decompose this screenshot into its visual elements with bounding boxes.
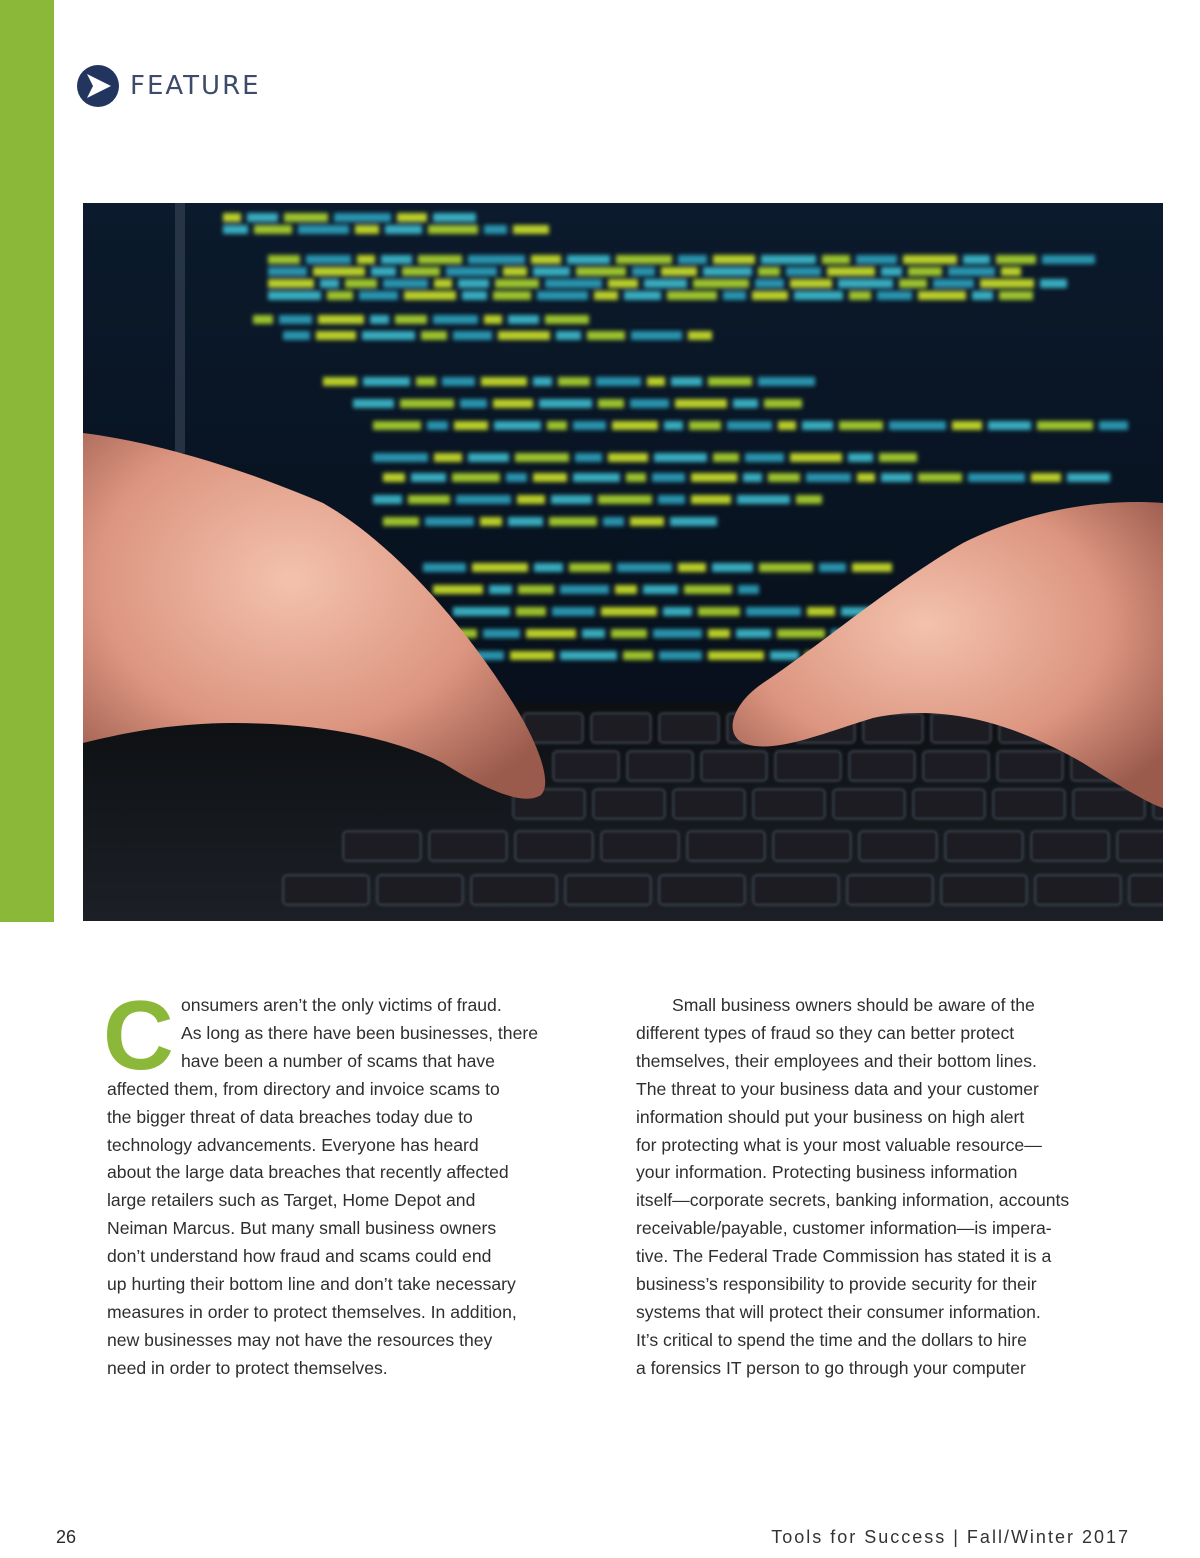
section-label: FEATURE bbox=[130, 71, 261, 101]
text-line: As long as there have been businesses, there bbox=[181, 1022, 538, 1043]
text-line: a forensics IT person to go through your computer bbox=[636, 1357, 1026, 1378]
text-line: have been a number of scams that have bbox=[181, 1050, 495, 1071]
hero-photo bbox=[83, 203, 1163, 921]
section-header bbox=[76, 64, 261, 108]
text-line: information should put your business on high alert bbox=[636, 1106, 1025, 1127]
drop-cap: C bbox=[103, 980, 174, 1090]
text-line: need in order to protect themselves. bbox=[107, 1357, 388, 1378]
play-arrow-icon bbox=[76, 64, 120, 108]
text-line: don’t understand how fraud and scams could end bbox=[107, 1246, 492, 1267]
article-column-left bbox=[103, 980, 587, 1383]
text-line: onsumers aren’t the only victims of fraud. bbox=[181, 995, 502, 1015]
text-line: measures in order to protect themselves. In addition, bbox=[107, 1301, 517, 1322]
text-line: the bigger threat of data breaches today due to bbox=[107, 1106, 473, 1127]
text-line: affected them, from directory and invoice scams to bbox=[107, 1078, 500, 1099]
text-line: new businesses may not have the resources they bbox=[107, 1329, 493, 1350]
text-line: large retailers such as Target, Home Depot and bbox=[107, 1190, 476, 1211]
text-line: technology advancements. Everyone has heard bbox=[107, 1134, 479, 1155]
text-line: up hurting their bottom line and don’t take necessary bbox=[107, 1274, 516, 1295]
text-line: tive. The Federal Trade Commission has stated it is a bbox=[636, 1246, 1052, 1267]
text-line: The threat to your business data and your customer bbox=[636, 1078, 1039, 1099]
text-line: receivable/payable, customer information—is impera- bbox=[636, 1218, 1052, 1239]
article-column-right bbox=[636, 992, 1126, 1383]
text-line: for protecting what is your most valuable resource— bbox=[636, 1134, 1042, 1155]
page-number: 26 bbox=[56, 1527, 77, 1547]
text-line: systems that will protect their consumer information. bbox=[636, 1301, 1041, 1322]
text-line: Small business owners should be aware of the bbox=[672, 995, 1035, 1015]
accent-sidebar-bar bbox=[0, 0, 54, 922]
text-line: business’s responsibility to provide security for their bbox=[636, 1274, 1037, 1295]
text-line: your information. Protecting business information bbox=[636, 1162, 1018, 1183]
text-line: about the large data breaches that recently affected bbox=[107, 1162, 509, 1183]
text-line: themselves, their employees and their bottom lines. bbox=[636, 1050, 1037, 1071]
text-line: Neiman Marcus. But many small business owners bbox=[107, 1218, 497, 1239]
text-line: It’s critical to spend the time and the dollars to hire bbox=[636, 1329, 1027, 1350]
text-line: different types of fraud so they can better protect bbox=[636, 1022, 1015, 1043]
text-line: itself—corporate secrets, banking information, accounts bbox=[636, 1190, 1070, 1211]
publication-footer: Tools for Success | Fall/Winter 2017 bbox=[771, 1527, 1130, 1547]
